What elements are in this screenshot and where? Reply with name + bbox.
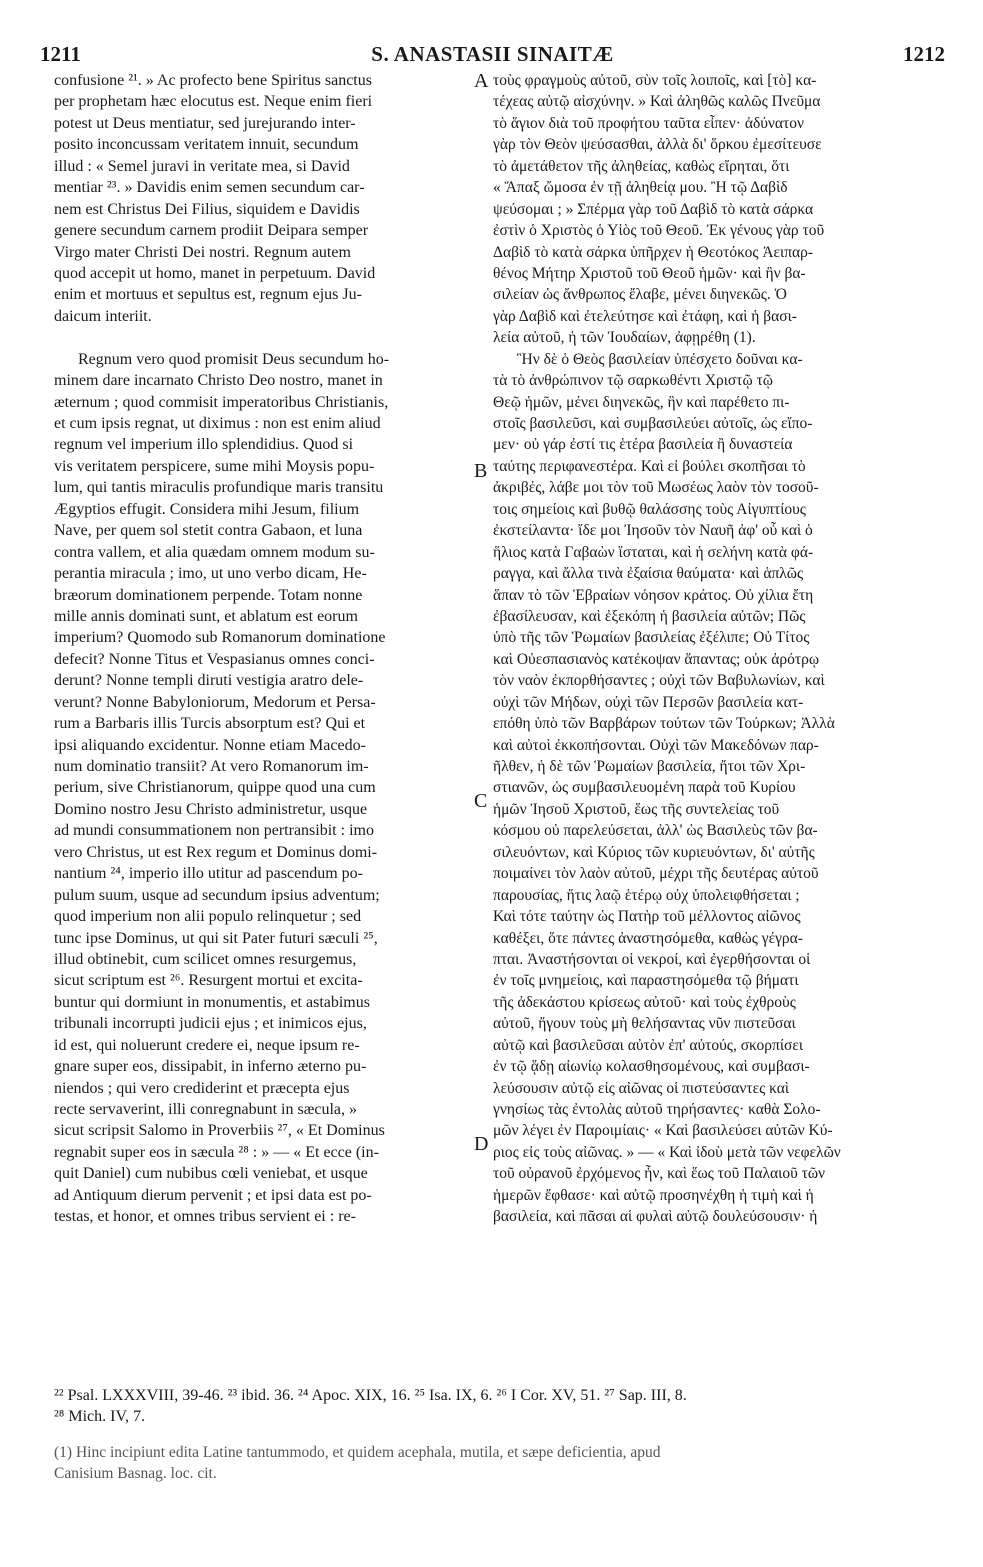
latin-text-line: nem est Christus Dei Filius, siquidem e Davidis bbox=[54, 200, 360, 218]
latin-text-line: niendos ; qui vero crediderint et præcepta ejus bbox=[54, 1079, 350, 1097]
greek-text-line: μεν· οὐ γάρ ἐστί τις ἑτέρα βασιλεία ἢ δυναστεία bbox=[493, 436, 793, 454]
latin-text-line: derunt? Nonne templi diruti vestigia aratro dele- bbox=[54, 672, 364, 690]
latin-text-line: Virgo mater Christi Dei nostri. Regnum autem bbox=[54, 243, 351, 261]
latin-text-line: lum, qui tantis miraculis profundique maris transitu bbox=[54, 479, 384, 497]
greek-text-line: Καὶ τότε ταύτην ὡς Πατὴρ τοῦ μέλλοντος αἰῶνος bbox=[493, 908, 801, 926]
greek-text-line: σιλείαν ὡς ἄνθρωπος ἔλαβε, μένει διηνεκῶς. Ὁ bbox=[493, 286, 787, 304]
section-marker-d: D bbox=[474, 1133, 489, 1155]
latin-text-line: confusione ²¹. » Ac profecto bene Spiritus sanctus bbox=[54, 72, 372, 89]
latin-text-line: Domino nostro Jesu Christo administretur, usque bbox=[54, 800, 368, 818]
latin-text-line: quod imperium non alii populo relinquetur ; sed bbox=[54, 908, 362, 926]
greek-text-line: αὐτῷ καὶ βασιλεῦσαι αὐτὸν ἐπ' αὐτούς, σκορπίσει bbox=[493, 1036, 804, 1054]
greek-text-line: ποιμαίνει τὸν λαὸν αὐτοῦ, μέχρι τῆς δευτέρας αὐτοῦ bbox=[493, 865, 819, 883]
greek-text-line: λεία αὐτοῦ, ἡ τῶν Ἰουδαίων, ἀφῃρέθη (1). bbox=[493, 329, 756, 347]
greek-text-line: ἅπαν τὸ τῶν Ἑβραίων νόησον κράτος. Οὐ χίλια ἔτη bbox=[493, 586, 814, 604]
latin-text-line: ad Antiquum dierum pervenit ; et ipsi data est po- bbox=[54, 1186, 372, 1204]
latin-text-line: quod accepit ut homo, manet in perpetuum. David bbox=[54, 264, 376, 282]
greek-text-line: ἀκριβές, λάβε μοι τὸν τοῦ Μωσέως λαὸν τὸν τοσοῦ- bbox=[493, 479, 819, 497]
reference-line: ²⁸ Mich. IV, 7. bbox=[54, 1408, 145, 1425]
section-marker-b: B bbox=[474, 460, 488, 482]
latin-text-line: sicut scriptum est ²⁶. Resurgent mortui et excita- bbox=[54, 972, 363, 990]
greek-text-line: τοὺς φραγμοὺς αὐτοῦ, σὺν τοῖς λοιποῖς, καὶ [τὸ] κα- bbox=[493, 72, 817, 89]
latin-column bbox=[54, 70, 471, 1228]
latin-text-line: Nave, per quem sol stetit contra Gabaon, et luna bbox=[54, 522, 363, 540]
latin-text-line: genere secundum carnem prodiit Deipara semper bbox=[54, 222, 369, 240]
scripture-references bbox=[54, 1385, 924, 1427]
latin-text-line: ad mundi consummationem non pertransibit : imo bbox=[54, 822, 374, 840]
latin-text-line: per prophetam hæc elocutus est. Neque enim fieri bbox=[54, 93, 373, 111]
footnote bbox=[54, 1442, 924, 1484]
latin-text-line: minem dare incarnato Christo Deo nostro, manet in bbox=[54, 372, 383, 390]
greek-text-line: τὸ ἅγιον διὰ τοῦ προφήτου ταῦτα εἶπεν· ἀδύνατον bbox=[493, 114, 805, 132]
greek-text-line: « Ἅπαξ ὤμοσα ἐν τῇ ἀληθείᾳ μου. Ἢ τῷ Δαβὶδ bbox=[493, 179, 788, 197]
latin-text-line: regnum vel imperium illo splendidius. Quod si bbox=[54, 436, 354, 454]
latin-text-line: imperium? Quomodo sub Romanorum dominatione bbox=[54, 629, 386, 647]
greek-text-line: επόθη ὑπὸ τῶν Βαρβάρων τούτων τῶν Τούρκων; Ἀλλὰ bbox=[493, 715, 835, 733]
greek-text-line: τοις σημείοις καὶ βυθῷ θαλάσσης τοὺς Αἰγυπτίους bbox=[493, 500, 806, 518]
greek-text-line: ἥλιος κατὰ Γαβαὼν ἵσταται, καὶ ἡ σελήνη κατὰ φά- bbox=[493, 543, 814, 561]
latin-text-line: gnare super eos, dissipabit, in inferno æterno pu- bbox=[54, 1058, 367, 1076]
latin-text-line: vis veritatem perspicere, sume mihi Moysis popu- bbox=[54, 457, 375, 475]
latin-text-line: illud : « Semel juravi in veritate mea, si David bbox=[54, 157, 350, 175]
section-marker-a: A bbox=[474, 70, 489, 92]
greek-text-line: αὐτοῦ, ἤγουν τοὺς μὴ θελήσαντας νῦν πιστεῦσαι bbox=[493, 1015, 796, 1033]
greek-text-line: ἡμῶν Ἰησοῦ Χριστοῦ, ἕως τῆς συντελείας τοῦ bbox=[493, 800, 780, 818]
greek-text-line: ριος εἰς τοὺς αἰῶνας. » — « Καὶ ἰδοὺ μετὰ τῶν νεφελῶν bbox=[493, 1143, 841, 1161]
latin-text-line: tunc ipse Dominus, ut qui sit Pater futuri sæculi ²⁵, bbox=[54, 929, 378, 947]
greek-text-line: γὰρ τὸν Θεὸν ψεύσασθαι, ἀλλὰ δι' ὅρκου ἐμεσίτευσε bbox=[493, 136, 822, 154]
latin-text-line: mille annis dominati sunt, et ablatum est eorum bbox=[54, 607, 358, 625]
section-marker-c: C bbox=[474, 790, 488, 812]
running-header bbox=[40, 42, 945, 68]
greek-text-line: καθέξει, ὅτε πάντες ἀναστησόμεθα, καθὼς γέγρα- bbox=[493, 929, 803, 947]
latin-text-line: et cum ipsis regnat, ut diximus : non est enim aliud bbox=[54, 415, 381, 432]
latin-text-line: rum a Barbaris illis Turcis absorptum est? Qui et bbox=[54, 715, 366, 733]
latin-text-line: daicum interiit. bbox=[54, 307, 152, 325]
latin-text-line: quit Daniel) cum nubibus cœli veniebat, et usque bbox=[54, 1165, 368, 1183]
latin-text-line: nantium ²⁴, imperio illo utitur ad pascendum po- bbox=[54, 865, 363, 883]
greek-text-line: γὰρ Δαβὶδ καὶ ἐτελεύτησε καὶ ἐτάφη, καὶ ἡ βασι- bbox=[493, 307, 797, 325]
greek-text-line: γνησίως τὰς ἐντολὰς αὐτοῦ τηρήσαντες· καθὰ Σολο- bbox=[493, 1101, 821, 1118]
latin-text-line: verunt? Nonne Babyloniorum, Medorum et Persa- bbox=[54, 693, 376, 711]
latin-text-line: num dominatio transiit? At vero Romanorum im- bbox=[54, 758, 369, 775]
greek-text-line: ραγγα, καὶ ἄλλα τινὰ ἐξαίσια θαύματα· καὶ ἁπλῶς bbox=[493, 565, 804, 583]
greek-text-line: βασιλεία, καὶ πᾶσαι αἱ φυλαὶ αὐτῷ δουλεύσουσιν· ἡ bbox=[493, 1208, 818, 1226]
greek-text-line: στοῖς βασιλεῦσι, καὶ συμβασιλεύει αὐτοῖς, ὡς εἴπο- bbox=[493, 415, 813, 432]
greek-text-line: ἐν τῷ ᾅδῃ αἰωνίῳ κολασθησομένους, καὶ συμβασι- bbox=[493, 1058, 810, 1076]
latin-text-line: recte servaverint, illi conregnabunt in sæcula, » bbox=[54, 1101, 358, 1118]
latin-text-line: perantia miracula ; imo, ut uno verbo dicam, He- bbox=[54, 565, 367, 583]
greek-text-line: ὑπὸ τῆς τῶν Ῥωμαίων βασιλείας ἐξέλιπε; Οὐ Τίτος bbox=[493, 629, 810, 647]
latin-text-line: æternum ; quod commisit imperatoribus Christianis, bbox=[54, 393, 389, 411]
latin-text-line: posito inconcussam veritatem innuit, secundum bbox=[54, 136, 359, 154]
greek-text-line: οὐχὶ τῶν Μήδων, οὐχὶ τῶν Περσῶν βασιλεία κατ- bbox=[493, 693, 804, 711]
greek-text-line: τέχεας αὐτῷ αἰσχύνην. » Καὶ ἀληθῶς καλῶς Πνεῦμα bbox=[493, 93, 821, 111]
latin-text-line: testas, et honor, et omnes tribus servient ei : re- bbox=[54, 1208, 356, 1226]
greek-text-line: λεύσουσιν αὐτῷ εἰς αἰῶνας οἱ πιστεύσαντες καὶ bbox=[493, 1079, 790, 1097]
footnote-line: Canisium Basnag. loc. cit. bbox=[54, 1465, 217, 1482]
greek-text-line: θένος Μήτηρ Χριστοῦ τοῦ Θεοῦ ἡμῶν· καὶ ἣν βα- bbox=[493, 264, 806, 282]
latin-text-line: bræorum dominationem perpende. Totam nonne bbox=[54, 586, 363, 604]
latin-text-line: contra vallem, et alia quædam omnem modum su- bbox=[54, 543, 375, 561]
latin-text-line: potest ut Deus mentiatur, sed jurejurando inter- bbox=[54, 114, 356, 132]
greek-text-line: καὶ Οὐεσπασιανὸς κατέκοψαν ἅπαντας; οὐκ ἀρότρῳ bbox=[493, 650, 820, 668]
right-page-number: 1212 bbox=[903, 42, 945, 66]
greek-text-line: ἐν τοῖς μνημείοις, καὶ παραστησόμεθα τῷ βήματι bbox=[493, 972, 799, 990]
greek-column bbox=[493, 70, 911, 1228]
latin-text-line: illud obtinebit, cum scilicet omnes resurgemus, bbox=[54, 950, 357, 968]
latin-text-line: ipsi aliquando excidentur. Nonne etiam Macedo- bbox=[54, 736, 366, 754]
greek-text-line: ἐκστείλαντα· ἴδε μοι Ἰησοῦν τὸν Ναυῆ ἀφ' οὗ καὶ ὁ bbox=[493, 522, 813, 540]
greek-text-line: ἡμερῶν ἔφθασε· καὶ αὐτῷ προσηνέχθη ἡ τιμὴ καὶ ἡ bbox=[493, 1186, 814, 1204]
greek-text-line: τὰ τὸ ἀνθρώπινον τῷ σαρκωθέντι Χριστῷ τῷ bbox=[493, 372, 774, 390]
greek-text-line: σιλευόντων, καὶ Κύριος τῶν κυριευόντων, δι' αὐτῆς bbox=[493, 843, 815, 861]
greek-text-line: καὶ αὐτοὶ ἐκκοπήσονται. Οὐχὶ τῶν Μακεδόνων παρ- bbox=[493, 736, 819, 754]
greek-text-line: μῶν λέγει ἐν Παροιμίαις· « Καὶ βασιλεύσει αὐτῶν Κύ- bbox=[493, 1122, 833, 1140]
latin-text-line: regnabit super eos in sæcula ²⁸ : » — « Et ecce (in- bbox=[54, 1143, 379, 1161]
greek-text-line: Θεῷ ἡμῶν, μένει διηνεκῶς, ἣν καὶ παρέθετο πι- bbox=[493, 393, 790, 411]
latin-text-line: Ægyptios effugit. Considera mihi Jesum, filium bbox=[54, 500, 360, 518]
reference-line: ²² Psal. LXXXVIII, 39-46. ²³ ibid. 36. ²⁴ Apoc. XIX, 16. ²⁵ Isa. IX, 6. ²⁶ I Cor. XV, 51. ²⁷ Sap. III, 8. bbox=[54, 1387, 687, 1404]
latin-text-line: defecit? Nonne Titus et Vespasianus omnes conci- bbox=[54, 650, 375, 668]
latin-text-line: sicut scripsit Salomo in Proverbiis ²⁷, « Et Dominus bbox=[54, 1122, 385, 1140]
latin-text-line: perium, sive Christianorum, quippe quod una cum bbox=[54, 779, 376, 797]
running-title: S. ANASTASII SINAITÆ bbox=[371, 42, 614, 66]
greek-text-line: πται. Ἀναστήσονται οἱ νεκροί, καὶ ἐγερθήσονται οἱ bbox=[493, 950, 811, 968]
greek-text-line: τοῦ οὐρανοῦ ἐρχόμενος ἦν, καὶ ἕως τοῦ Παλαιοῦ τῶν bbox=[493, 1165, 826, 1183]
latin-text-line: enim et mortuus et sepultus est, regnum ejus Ju- bbox=[54, 286, 362, 304]
greek-text-line: παρουσίας, ἥτις λαῷ ἑτέρῳ οὐχ ὑπολειφθήσεται ; bbox=[493, 886, 800, 904]
latin-text-line: Regnum vero quod promisit Deus secundum ho- bbox=[78, 350, 390, 368]
greek-text-line: ἐβασίλευσαν, καὶ ἐξεκόπη ἡ βασιλεία αὐτῶν; Πῶς bbox=[493, 607, 806, 625]
greek-text-line: Ἣν δὲ ὁ Θεὸς βασιλείαν ὑπέσχετο δοῦναι κα- bbox=[517, 350, 803, 368]
greek-text-line: ταύτης περιφανεστέρα. Καὶ εἰ βούλει σκοπῆσαι τὸ bbox=[493, 457, 806, 475]
latin-text-line bbox=[54, 327, 471, 348]
greek-text-line: ἐστὶν ὁ Χριστὸς ὁ Υἱὸς τοῦ Θεοῦ. Ἐκ γένους γὰρ τοῦ bbox=[493, 222, 825, 240]
latin-text-line: tribunali incorrupti judicii ejus ; et inimicos ejus, bbox=[54, 1015, 367, 1033]
latin-text-line: pulum suum, usque ad secundum ipsius adventum; bbox=[54, 886, 380, 904]
greek-text-line: στιανῶν, ὡς συμβασιλευομένη παρὰ τοῦ Κυρίου bbox=[493, 779, 796, 797]
greek-text-line: κόσμου οὐ παρελεύσεται, ἀλλ' ὡς Βασιλεὺς τῶν βα- bbox=[493, 822, 818, 840]
left-page-number: 1211 bbox=[40, 42, 81, 66]
latin-text-line: mentiar ²³. » Davidis enim semen secundum car- bbox=[54, 179, 365, 197]
latin-text-line: vero Christus, ut est Rex regum et Dominus domi- bbox=[54, 843, 378, 861]
greek-text-line: τὸ ἀμετάθετον τῆς ἀληθείας, καθὼς εἴρηται, ὅτι bbox=[493, 157, 790, 175]
greek-text-line: ῆλθεν, ἡ δὲ τῶν Ῥωμαίων βασιλεία, ἤτοι τῶν Χρι- bbox=[493, 758, 806, 775]
greek-text-line: τὸν ναὸν ἐκπορθήσαντες ; οὐχὶ τῶν Βαβυλωνίων, καὶ bbox=[493, 672, 825, 690]
latin-text-line: buntur qui dormiunt in monumentis, et astabimus bbox=[54, 993, 370, 1011]
greek-text-line: τῆς ἀδεκάστου κρίσεως αὐτοῦ· καὶ τοὺς ἐχθροὺς bbox=[493, 993, 796, 1011]
greek-text-line: ψεύσομαι ; » Σπέρμα γὰρ τοῦ Δαβὶδ τὸ κατὰ σάρκα bbox=[493, 200, 814, 218]
latin-text-line: id est, qui noluerunt credere ei, neque ipsum re- bbox=[54, 1036, 360, 1054]
greek-text-line: Δαβὶδ τὸ κατὰ σάρκα ὑπῆρχεν ἡ Θεοτόκος Ἀειπαρ- bbox=[493, 243, 814, 261]
footnote-line: (1) Hinc incipiunt edita Latine tantummodo, et quidem acephala, mutila, et sæpe deficientia, apud bbox=[54, 1444, 661, 1461]
